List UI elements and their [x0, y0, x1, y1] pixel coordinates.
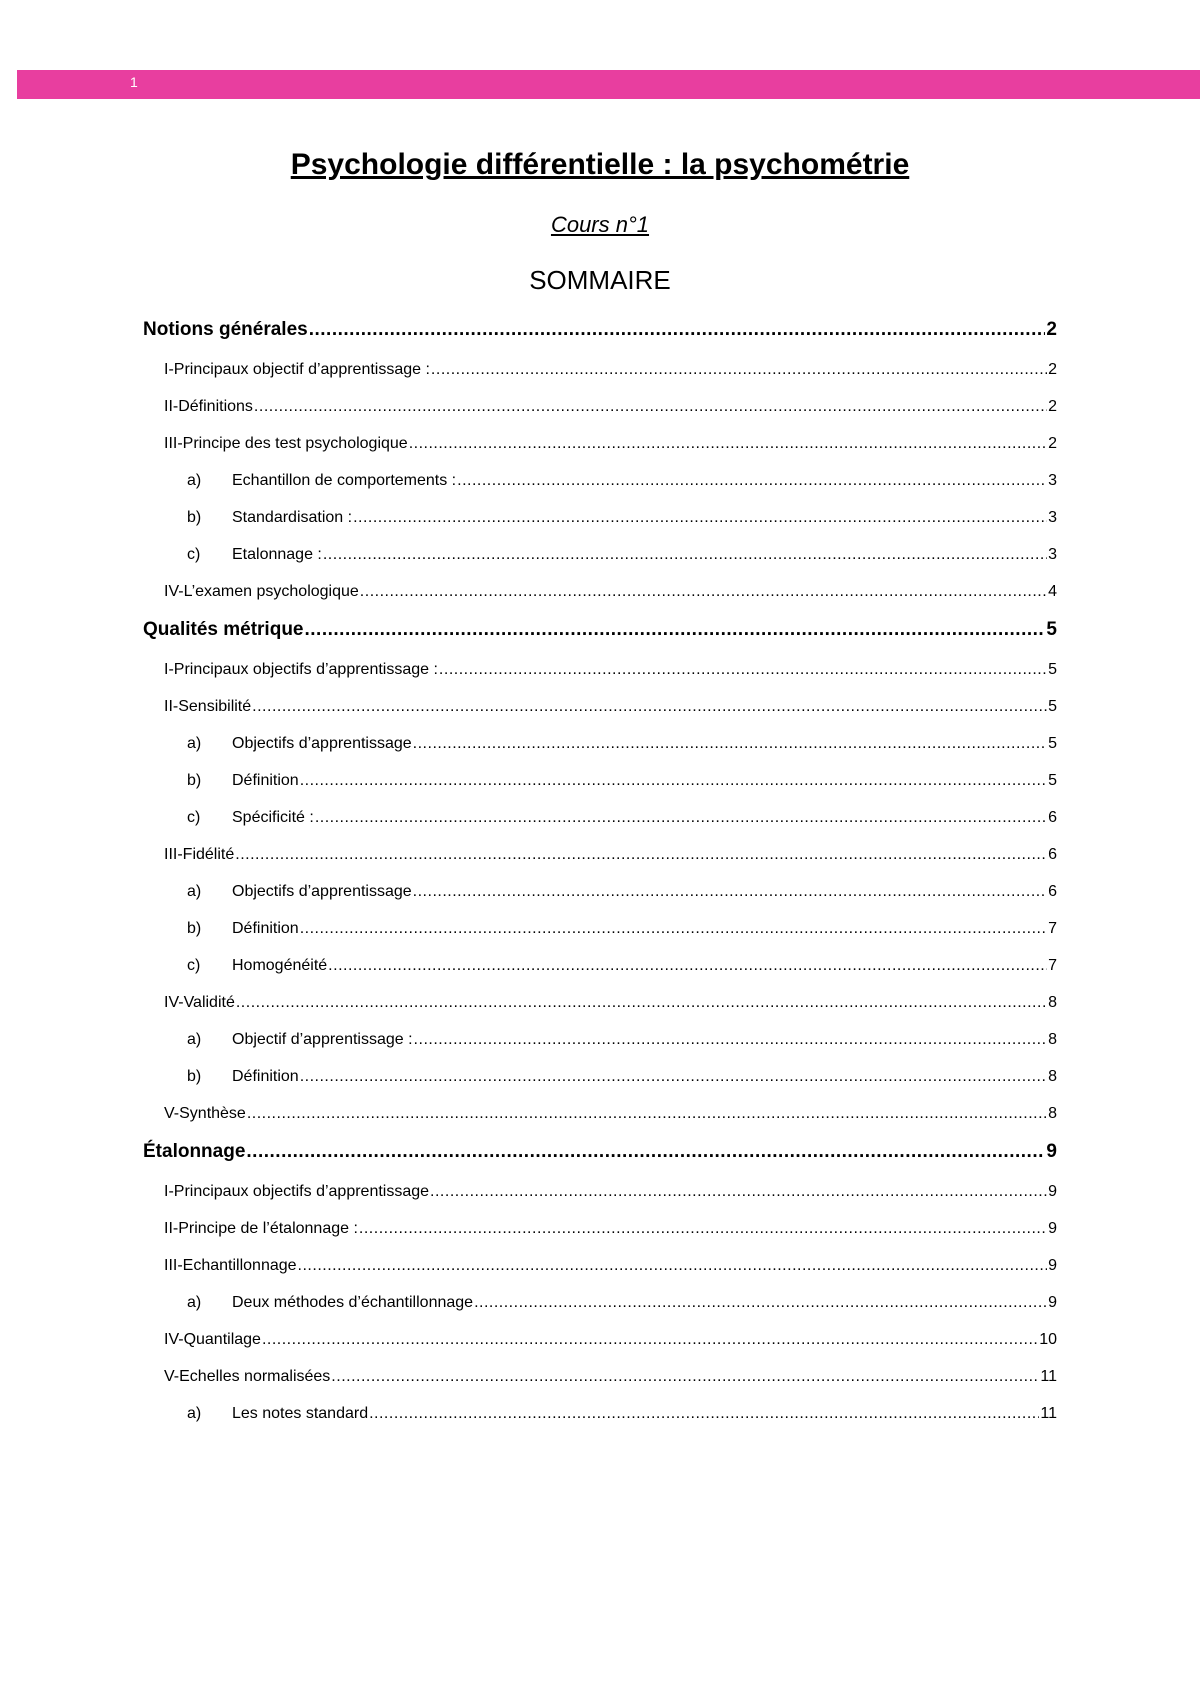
toc-entry-page: 4	[1048, 583, 1057, 600]
toc-entry-text: IV-Quantilage	[164, 1331, 261, 1348]
toc-entry-label	[164, 1099, 246, 1129]
toc-entry-page: 8	[1048, 1031, 1057, 1048]
toc-entry-page: 9	[1048, 1294, 1057, 1311]
toc-entry-label	[187, 466, 456, 496]
toc-entry-text: Etalonnage :	[232, 546, 322, 563]
dot-leader	[414, 1025, 1048, 1055]
toc-entry-text: I-Principaux objectifs d’apprentissage :	[164, 661, 438, 678]
toc-entry-page: 5	[1048, 698, 1057, 715]
toc-entry[interactable]	[164, 429, 1057, 459]
toc-entry-text: II-Sensibilité	[164, 698, 252, 715]
toc-entry[interactable]	[187, 540, 1057, 570]
toc-entry[interactable]	[187, 1288, 1057, 1318]
toc-entry-text: Objectifs d’apprentissage	[232, 883, 412, 900]
toc-entry-label	[143, 615, 304, 645]
toc-entry-text: II-Définitions	[164, 398, 253, 415]
dot-leader	[331, 1362, 1039, 1392]
document-title: Psychologie différentielle : la psychométrie	[290, 148, 910, 181]
toc-entry-marker: a)	[187, 1405, 202, 1422]
toc-entry-marker: a)	[187, 1294, 202, 1311]
toc-entry-text: IV-Validité	[164, 994, 235, 1011]
dot-leader	[353, 503, 1047, 533]
toc-entry[interactable]	[143, 315, 1057, 345]
dot-leader	[360, 577, 1047, 607]
toc-entry-text: Définition	[232, 772, 299, 789]
toc-entry-label	[164, 429, 408, 459]
toc-entry[interactable]	[143, 615, 1057, 645]
toc-entry[interactable]	[164, 577, 1057, 607]
dot-leader	[315, 803, 1047, 833]
toc-entry-marker: b)	[187, 772, 202, 789]
toc-entry[interactable]	[187, 503, 1057, 533]
toc-entry-page: 3	[1048, 472, 1057, 489]
toc-entry-text: I-Principaux objectifs d’apprentissage	[164, 1183, 430, 1200]
dot-leader	[300, 1062, 1047, 1092]
dot-leader	[235, 840, 1047, 870]
toc-entry-page: 5	[1046, 619, 1057, 640]
dot-leader	[439, 655, 1047, 685]
toc-entry-text: Standardisation :	[232, 509, 353, 526]
toc-entry[interactable]	[187, 729, 1057, 759]
toc-entry-text: II-Principe de l’étalonnage :	[164, 1220, 358, 1237]
toc-entry-text: V-Synthèse	[164, 1105, 246, 1122]
toc-entry[interactable]	[164, 1362, 1057, 1392]
toc-entry[interactable]	[187, 951, 1057, 981]
toc-entry-marker: b)	[187, 1068, 202, 1085]
toc-entry-page: 2	[1048, 435, 1057, 452]
dot-leader	[300, 766, 1047, 796]
toc-entry-text: Echantillon de comportements :	[232, 472, 457, 489]
toc-entry-marker: a)	[187, 883, 202, 900]
toc-entry-page: 3	[1048, 509, 1057, 526]
dot-leader	[254, 392, 1047, 422]
toc-entry-text: Objectif d’apprentissage :	[232, 1031, 413, 1048]
toc-entry-label	[164, 840, 234, 870]
toc-entry-page: 6	[1048, 846, 1057, 863]
toc-entry-text: III-Echantillonnage	[164, 1257, 297, 1274]
toc-entry-marker: c)	[187, 957, 201, 974]
dot-leader	[413, 729, 1047, 759]
dot-leader	[247, 1099, 1047, 1129]
dot-leader	[246, 1137, 1045, 1167]
toc-entry[interactable]	[187, 1062, 1057, 1092]
toc-entry[interactable]	[187, 766, 1057, 796]
toc-entry[interactable]	[187, 803, 1057, 833]
toc-entry[interactable]	[187, 877, 1057, 907]
dot-leader	[323, 540, 1047, 570]
toc-entry[interactable]	[164, 1251, 1057, 1281]
toc-entry-label	[187, 914, 299, 944]
dot-leader	[431, 355, 1047, 385]
toc-entry-label	[164, 1251, 297, 1281]
course-subtitle: Cours n°1	[550, 212, 650, 237]
page-number: 1	[130, 74, 138, 90]
toc-entry-page: 9	[1048, 1220, 1057, 1237]
toc-entry-label	[164, 1177, 429, 1207]
toc-entry-label	[187, 503, 352, 533]
toc-entry-page: 2	[1048, 361, 1057, 378]
toc-entry-label	[187, 803, 314, 833]
toc-entry-text: III-Principe des test psychologique	[164, 435, 408, 452]
toc-entry-marker: c)	[187, 546, 201, 563]
toc-entry-label	[187, 1288, 473, 1318]
toc-entry-text: Définition	[232, 1068, 299, 1085]
toc-entry-text: V-Echelles normalisées	[164, 1368, 331, 1385]
toc-entry-text: Homogénéité	[232, 957, 328, 974]
toc-entry-label	[187, 877, 412, 907]
toc-entry[interactable]	[187, 914, 1057, 944]
toc-entry-page: 3	[1048, 546, 1057, 563]
toc-entry-page: 7	[1048, 957, 1057, 974]
toc-entry-text: Deux méthodes d’échantillonnage	[232, 1294, 474, 1311]
toc-entry-page: 11	[1040, 1368, 1057, 1385]
toc-entry[interactable]	[164, 988, 1057, 1018]
toc-entry-label	[187, 1025, 413, 1055]
toc-entry-page: 5	[1048, 772, 1057, 789]
toc-entry-marker: b)	[187, 509, 202, 526]
dot-leader	[262, 1325, 1038, 1355]
dot-leader	[409, 429, 1047, 459]
toc-entry[interactable]	[187, 466, 1057, 496]
toc-entry-marker: c)	[187, 809, 201, 826]
toc-entry-text: Qualités métrique	[143, 619, 304, 640]
toc-entry[interactable]	[164, 355, 1057, 385]
toc-entry-label	[187, 540, 322, 570]
toc-entry[interactable]	[164, 392, 1057, 422]
toc-entry-label	[187, 951, 327, 981]
toc-entry-label	[164, 988, 235, 1018]
toc-entry-page: 6	[1048, 883, 1057, 900]
dot-leader	[298, 1251, 1048, 1281]
toc-entry[interactable]	[164, 1177, 1057, 1207]
toc-entry[interactable]	[164, 1214, 1057, 1244]
dot-leader	[413, 877, 1047, 907]
toc-entry[interactable]	[164, 1325, 1057, 1355]
toc-entry-text: IV-L’examen psychologique	[164, 583, 359, 600]
toc-entry-text: III-Fidélité	[164, 846, 235, 863]
toc-entry-label	[164, 355, 430, 385]
toc-entry-page: 9	[1046, 1141, 1057, 1162]
toc-entry-text: Spécificité :	[232, 809, 314, 826]
toc-entry-page: 11	[1040, 1405, 1057, 1422]
toc-entry[interactable]	[164, 1099, 1057, 1129]
dot-leader	[474, 1288, 1047, 1318]
toc-entry-label	[164, 1362, 330, 1392]
toc-entry-text: Les notes standard	[232, 1405, 369, 1422]
dot-leader	[369, 1399, 1039, 1429]
toc-entry-label	[187, 729, 412, 759]
dot-leader	[430, 1177, 1047, 1207]
toc-entry-page: 2	[1046, 319, 1057, 340]
toc-entry-label	[164, 692, 251, 722]
toc-entry-marker: a)	[187, 472, 202, 489]
header-bar	[17, 70, 1200, 99]
toc-entry-text: Notions générales	[143, 319, 308, 340]
toc-entry-page: 8	[1048, 994, 1057, 1011]
toc-entry-marker: a)	[187, 735, 202, 752]
toc-entry[interactable]	[143, 1137, 1057, 1167]
dot-leader	[328, 951, 1047, 981]
toc-entry-label	[164, 392, 253, 422]
toc-entry-page: 7	[1048, 920, 1057, 937]
toc-entry-label	[187, 1062, 299, 1092]
toc-entry[interactable]	[164, 655, 1057, 685]
dot-leader	[359, 1214, 1047, 1244]
toc-entry-label	[187, 766, 299, 796]
toc-entry-page: 10	[1039, 1331, 1057, 1348]
toc-entry-label	[143, 315, 308, 345]
toc-entry-text: Étalonnage	[143, 1141, 246, 1162]
toc-entry-page: 8	[1048, 1068, 1057, 1085]
toc-entry-text: I-Principaux objectif d’apprentissage :	[164, 361, 430, 378]
toc-entry-label	[164, 1214, 358, 1244]
dot-leader	[457, 466, 1047, 496]
toc-entry-marker: b)	[187, 920, 202, 937]
toc-entry-label	[187, 1399, 368, 1429]
toc-entry-text: Définition	[232, 920, 299, 937]
toc-entry[interactable]	[164, 692, 1057, 722]
toc-entry-label	[143, 1137, 245, 1167]
toc-entry-page: 9	[1048, 1257, 1057, 1274]
toc-entry-page: 5	[1048, 661, 1057, 678]
toc-entry-page: 5	[1048, 735, 1057, 752]
toc-entry-label	[164, 655, 438, 685]
toc-entry[interactable]	[164, 840, 1057, 870]
toc-entry-page: 8	[1048, 1105, 1057, 1122]
dot-leader	[305, 615, 1046, 645]
toc-entry-marker: a)	[187, 1031, 202, 1048]
dot-leader	[309, 315, 1046, 345]
toc-entry-page: 9	[1048, 1183, 1057, 1200]
toc-entry-label	[164, 1325, 261, 1355]
toc-entry-page: 2	[1048, 398, 1057, 415]
dot-leader	[300, 914, 1047, 944]
dot-leader	[236, 988, 1047, 1018]
toc-entry-label	[164, 577, 359, 607]
dot-leader	[252, 692, 1047, 722]
toc-entry[interactable]	[187, 1399, 1057, 1429]
toc-entry-page: 6	[1048, 809, 1057, 826]
toc-entry[interactable]	[187, 1025, 1057, 1055]
toc-entry-text: Objectifs d’apprentissage	[232, 735, 412, 752]
summary-heading: SOMMAIRE	[529, 265, 671, 295]
